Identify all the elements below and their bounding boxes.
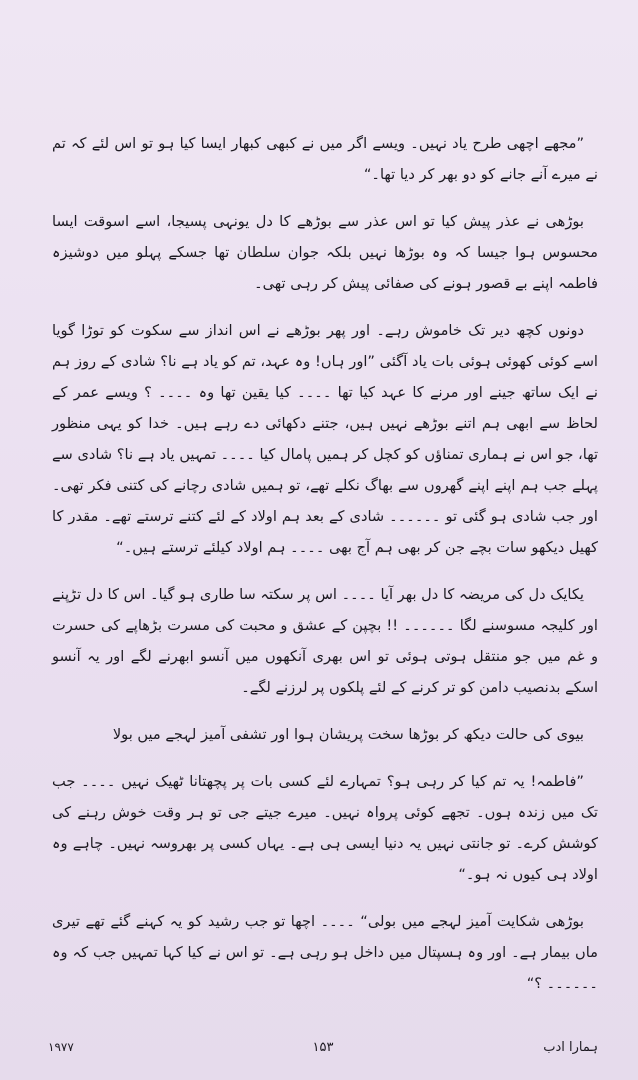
paragraph-3: دونوں کچھ دیر تک خاموش رہے۔ اور پھر بوڑھے نے اس انداز سے سکوت کو توڑا گویا اسے کوئی کھوئی ہوئی بات یاد آگئی ”اور ہاں! وہ عہد، تم کو یاد ہے نا؟ شادی کے روز ہم نے ایک ساتھ جینے اور مرنے کا عہد کیا تھا ۔۔۔۔ کیا یقین تھا وہ ۔۔۔۔ ؟ ویسے عمر کے لحاظ سے ابھی ہم اتنے بوڑھے نہیں ہیں، جتنے دکھائی دے رہے ہیں۔ خدا کو یہی منظور تھا، جو اس نے ہماری تمناؤں کو کچل کر ہمیں پامال کیا ۔۔۔۔ تمہیں یاد ہے نا؟ شادی سے پہلے جب ہم اپنے اپنے گھروں سے بھاگ نکلے تھے، تو ہمیں شادی رچانے کی کتنی فکر تھی۔ اور جب شادی ہو گئی تو ۔۔۔۔۔۔ شادی کے بعد ہم اولاد کے لئے کتنے ترستے تھے۔ مقدر کا کھیل دیکھو سات بچے جن کر بھی ہم آج بھی ۔۔۔۔ ہم اولاد کیلئے ترستے ہیں۔“ [52,322,598,556]
paragraph-7: بوڑھی شکایت آمیز لہجے میں بولی“ ۔۔۔۔ اچھا تو جب رشید کو یہ کہنے گئے تھے تیری ماں بیمار ہے۔ اور وہ ہسپتال میں داخل ہو رہی ہے۔ تو اس نے کیا کہا تمہیں جب کہ وہ ۔۔۔۔۔۔ ؟“ [52,913,598,992]
page-number: ۱۵۳ [312,1040,334,1055]
journal-name: ہمارا ادب [543,1040,598,1055]
paragraph-1: ”مجھے اچھی طرح یاد نہیں۔ ویسے اگر میں نے کبھی کبھار ایسا کیا ہو تو اس لئے کہ تم نے میرے آنے جانے کو دو بھر کر دیا تھا۔“ [52,135,598,183]
page-footer [48,1040,598,1062]
footer-year: ۱۹۷۷ [48,1040,74,1054]
body-text [52,128,598,999]
paragraph-4: یکایک دل کی مریضہ کا دل بھر آیا ۔۔۔۔ اس پر سکتہ سا طاری ہو گیا۔ اس کا دل تڑپنے اور کلیجہ مسوسنے لگا ۔۔۔۔۔۔ !! بچپن کے عشق و محبت کی مسرت بڑھاپے کی حسرت و غم میں جو منتقل ہوتی ہوئی تو اس بھری آنکھوں میں آنسو ابھرنے لگے اور یہ آنسو اسکے بدنصیب دامن کو تر کرنے کے لئے پلکوں پر لرزنے لگے۔ [52,586,598,696]
paragraph-6: ”فاطمہ! یہ تم کیا کر رہی ہو؟ تمہارے لئے کسی بات پر پچھتانا ٹھیک نہیں ۔۔۔۔ جب تک میں زندہ ہوں۔ تجھے کوئی پرواہ نہیں۔ میرے جیتے جی تو ہر وقت خوش رہنے کی کوشش کرے۔ تو جانتی نہیں یہ دنیا ایسی ہی ہے۔ یہاں کسی پر بھروسہ نہیں۔ چاہے وہ اولاد ہی کیوں نہ ہو۔“ [52,773,598,883]
paragraph-2: بوڑھی نے عذر پیش کیا تو اس عذر سے بوڑھے کا دل یونہی پسیجا، اسے اسوقت ایسا محسوس ہوا جیسا کہ وہ بوڑھا نہیں بلکہ جوان سلطان تھا جسکے پہلو میں دوشیزہ فاطمہ اپنے بے قصور ہونے کی صفائی پیش کر رہی تھی۔ [52,213,598,292]
paragraph-5: بیوی کی حالت دیکھ کر بوڑھا سخت پریشان ہوا اور تشفی آمیز لہجے میں بولا [112,726,584,743]
